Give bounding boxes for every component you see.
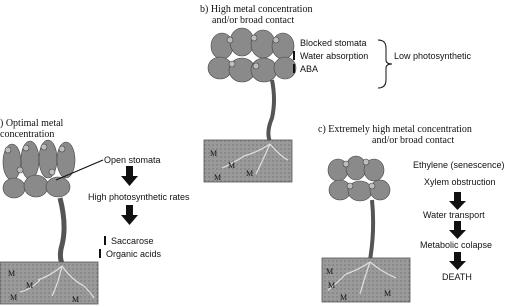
change-marker-icon — [104, 236, 106, 245]
canopy-c — [328, 156, 390, 201]
arrow-c3 — [449, 252, 466, 270]
panel-c-title-line1: c) Extremely high metal concentration — [318, 124, 472, 135]
flow-arrows — [121, 166, 466, 270]
change-marker-icon — [99, 249, 101, 258]
stem-b — [268, 80, 274, 142]
aba-label: ABA — [300, 64, 319, 74]
soil-m-label: M — [210, 149, 218, 158]
arrow-c1 — [449, 192, 466, 210]
organic-acids-label: Organic acids — [106, 249, 162, 259]
death-label: DEATH — [442, 272, 472, 282]
stem-c — [370, 200, 373, 260]
panel-a-title-line1: ) Optimal metal — [0, 118, 64, 129]
soil-m-label: M — [340, 293, 348, 302]
panel-b-title-line2: and/or broad contact — [212, 15, 295, 26]
saccarose-item — [104, 236, 154, 247]
ethylene-label: Ethylene (senescence) — [413, 160, 505, 170]
aba-item — [293, 64, 318, 75]
panel-a-title-line2: concentration — [0, 129, 55, 140]
change-marker-icon — [293, 64, 295, 73]
organic-acids-item — [99, 249, 161, 260]
canopy-a — [3, 140, 75, 198]
high-photosynthetic-label: High photosynthetic rates — [88, 192, 190, 202]
soil-m-label: M — [8, 269, 16, 278]
soil-m-label: M — [326, 267, 334, 276]
soil-m-label: M — [328, 281, 336, 290]
saccarose-label: Saccarose — [111, 236, 154, 246]
arrow-a2 — [121, 205, 138, 225]
canopy-b — [208, 28, 296, 82]
plant-a — [0, 140, 103, 304]
xylem-obstruction-label: Xylem obstruction — [424, 177, 496, 187]
panel-c-title-line2: and/or broad contact — [372, 135, 455, 146]
soil-m-label: M — [26, 281, 34, 290]
low-photosynthetic-label: Low photosynthetic — [394, 51, 472, 61]
water-absorption-label: Water absorption — [300, 51, 369, 61]
soil-m-label: M — [384, 289, 392, 298]
change-marker-icon — [293, 51, 295, 60]
open-stomata-label: Open stomata — [104, 155, 161, 165]
soil-m-label: M — [214, 173, 222, 182]
plant-c — [322, 156, 410, 302]
soil-m-label: M — [72, 295, 80, 304]
stem-a — [60, 198, 64, 268]
metabolic-colapse-label: Metabolic colapse — [420, 240, 493, 250]
soil-m-label: M — [10, 293, 18, 302]
blocked-stomata-label: Blocked stomata — [300, 38, 367, 48]
soil-m-label: M — [228, 161, 236, 170]
bracket-b — [378, 40, 392, 88]
water-transport-label: Water transport — [423, 210, 485, 220]
water-absorption-item — [293, 51, 368, 62]
arrow-a1 — [121, 166, 138, 186]
panel-b-title-line1: b) High metal concentration — [200, 4, 313, 15]
soil-m-label: M — [246, 169, 254, 178]
arrow-c2 — [449, 221, 466, 239]
